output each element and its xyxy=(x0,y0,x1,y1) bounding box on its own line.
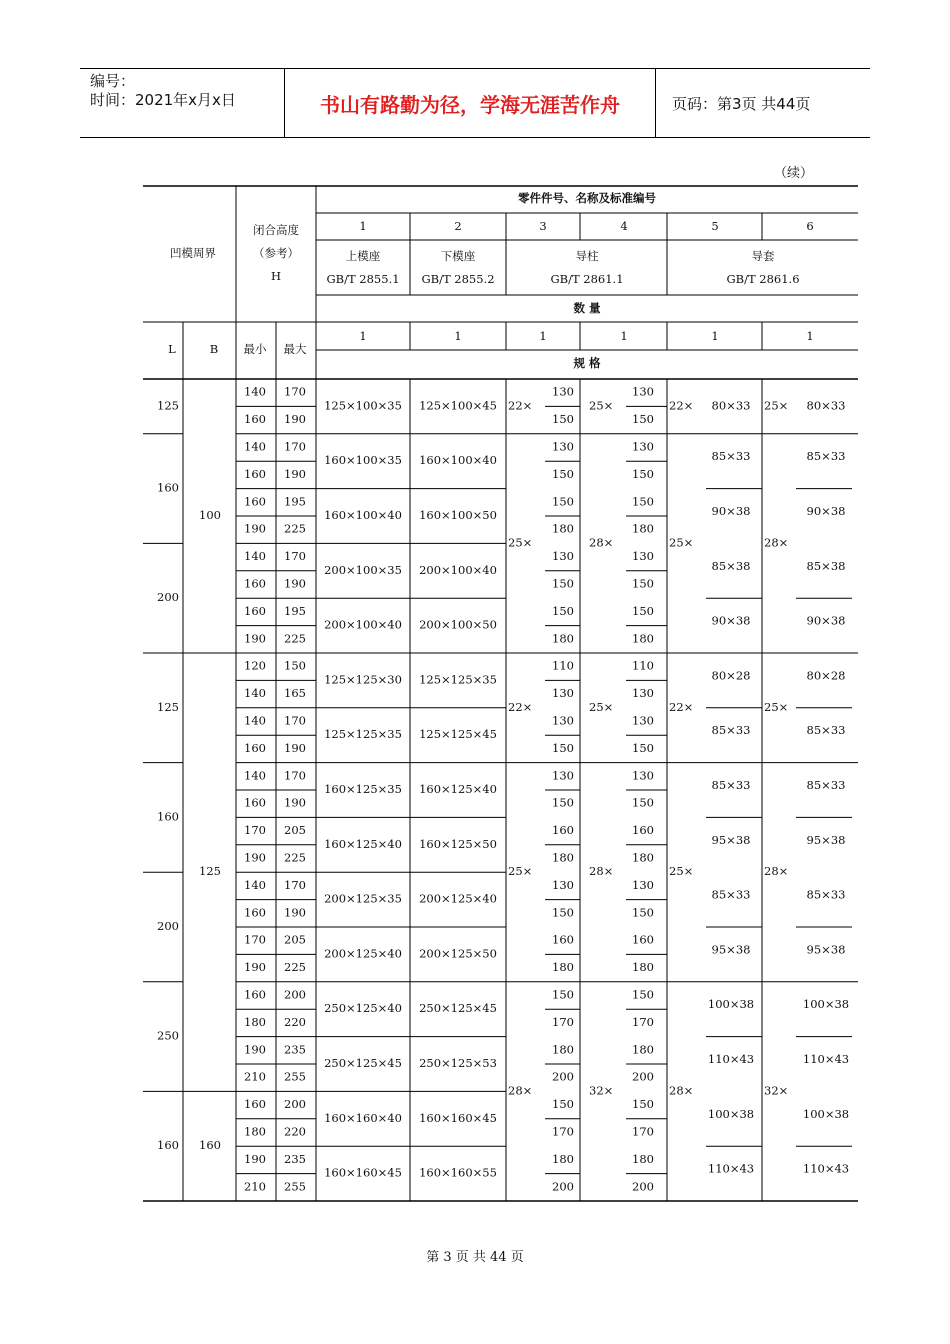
pillar-diameter: 22× xyxy=(508,699,533,714)
height-min: 160 xyxy=(244,494,266,509)
height-max: 190 xyxy=(284,466,306,481)
quantity-value: 1 xyxy=(539,329,547,343)
height-min: 160 xyxy=(244,987,266,1002)
bush-spec: 95×38 xyxy=(806,832,846,847)
pillar-length: 110 xyxy=(552,658,574,673)
number-label: 编号： xyxy=(90,72,136,90)
upper-base-spec: 200×100×35 xyxy=(324,562,402,577)
pillar-length: 180 xyxy=(632,631,654,646)
upper-base-spec: 125×100×35 xyxy=(324,398,402,413)
shut-height-ref: （参考） xyxy=(253,246,299,260)
height-max: 205 xyxy=(284,823,306,838)
lower-base-spec: 200×125×50 xyxy=(419,946,497,961)
height-max: 205 xyxy=(284,932,306,947)
bush-spec: 80×28 xyxy=(806,668,846,683)
height-max: 165 xyxy=(284,686,306,701)
shut-height-header: 闭合高度 xyxy=(253,223,299,237)
quantity-value: 1 xyxy=(620,329,628,343)
height-min: 190 xyxy=(244,850,266,865)
height-min: 160 xyxy=(244,412,266,427)
part-number: 6 xyxy=(806,219,814,233)
bush-spec: 90×38 xyxy=(806,613,846,628)
height-max: 235 xyxy=(284,1151,306,1166)
pillar-length: 150 xyxy=(632,466,654,481)
height-max: 195 xyxy=(284,603,306,618)
L-value: 125 xyxy=(157,699,179,714)
L-value: 160 xyxy=(157,480,179,495)
pillar-length: 160 xyxy=(632,823,654,838)
pillar-length: 150 xyxy=(552,494,574,509)
height-max: 200 xyxy=(284,987,306,1002)
L-value: 125 xyxy=(157,398,179,413)
bush-spec: 100×38 xyxy=(802,1106,850,1121)
upper-base-spec: 160×160×45 xyxy=(324,1165,402,1180)
pillar-diameter: 22× xyxy=(508,398,533,413)
pillar-length: 180 xyxy=(552,521,574,536)
pillar-length: 130 xyxy=(632,384,654,399)
pillar-length: 130 xyxy=(552,549,574,564)
lower-base-spec: 160×125×50 xyxy=(419,836,497,851)
B-value: 100 xyxy=(199,508,221,522)
parts-header: 零件件号、名称及标准编号 xyxy=(518,191,656,205)
pillar-length: 180 xyxy=(552,960,574,975)
pillar-length: 150 xyxy=(632,740,654,755)
height-min: 160 xyxy=(244,1097,266,1112)
L-value: 160 xyxy=(157,809,179,824)
pillar-length: 180 xyxy=(632,960,654,975)
part-name-lower-base: 下模座 xyxy=(440,249,476,263)
bush-spec: 85×33 xyxy=(711,723,751,738)
pillar-length: 150 xyxy=(552,466,574,481)
height-max: 225 xyxy=(284,850,306,865)
pillar-length: 130 xyxy=(552,384,574,399)
height-min: 190 xyxy=(244,521,266,536)
height-min: 140 xyxy=(244,713,266,728)
quantity-value: 1 xyxy=(454,329,462,343)
quantity-value: 1 xyxy=(359,329,367,343)
B-header: B xyxy=(209,342,219,356)
height-min: 160 xyxy=(244,466,266,481)
height-max: 235 xyxy=(284,1042,306,1057)
die-perimeter-header: 凹模周界 xyxy=(170,246,216,260)
height-min: 190 xyxy=(244,631,266,646)
pillar-length: 150 xyxy=(552,987,574,1002)
motto-text: 书山有路勤为径，学海无涯苦作舟 xyxy=(320,92,620,117)
bush-diameter: 25× xyxy=(669,535,694,550)
continued-label: （续） xyxy=(774,166,814,181)
pillar-length: 150 xyxy=(632,795,654,810)
shut-height-symbol: H xyxy=(270,269,282,283)
part-number: 1 xyxy=(359,219,367,233)
part-number: 3 xyxy=(539,219,547,233)
min-header: 最小 xyxy=(243,342,267,356)
spec-header: 规 格 xyxy=(573,356,601,370)
pillar-diameter: 28× xyxy=(589,535,614,550)
pillar-length: 180 xyxy=(632,1151,654,1166)
height-max: 225 xyxy=(284,521,306,536)
pillar-diameter: 25× xyxy=(508,864,533,879)
page-footer: 第 3 页 共 44 页 xyxy=(426,1250,524,1265)
lower-base-spec: 250×125×53 xyxy=(419,1056,497,1070)
height-min: 140 xyxy=(244,384,266,399)
pillar-length: 130 xyxy=(632,439,654,454)
part-standard: GB/T 2855.2 xyxy=(421,272,495,286)
height-max: 170 xyxy=(284,549,306,564)
pillar-diameter: 32× xyxy=(589,1083,614,1098)
pillar-length: 130 xyxy=(552,686,574,701)
height-max: 195 xyxy=(284,494,306,509)
bush-spec: 80×33 xyxy=(806,398,846,413)
pillar-length: 130 xyxy=(632,686,654,701)
pillar-length: 180 xyxy=(632,521,654,536)
pillar-length: 130 xyxy=(552,877,574,892)
height-min: 140 xyxy=(244,549,266,564)
bush-spec: 80×33 xyxy=(711,398,751,413)
upper-base-spec: 160×100×40 xyxy=(324,508,402,522)
pillar-length: 130 xyxy=(552,713,574,728)
height-min: 140 xyxy=(244,439,266,454)
height-min: 190 xyxy=(244,960,266,975)
height-min: 170 xyxy=(244,932,266,947)
pillar-length: 150 xyxy=(632,905,654,920)
bush-spec: 85×38 xyxy=(711,558,751,573)
lower-base-spec: 160×100×50 xyxy=(419,508,497,522)
L-header: L xyxy=(168,342,176,356)
upper-base-spec: 160×125×40 xyxy=(324,836,402,851)
height-min: 190 xyxy=(244,1042,266,1057)
bush-diameter: 25× xyxy=(764,398,789,413)
height-min: 140 xyxy=(244,686,266,701)
bush-diameter: 28× xyxy=(764,535,789,550)
pillar-length: 150 xyxy=(552,603,574,618)
pillar-diameter: 28× xyxy=(508,1083,533,1098)
pillar-length: 180 xyxy=(632,850,654,865)
upper-base-spec: 160×100×35 xyxy=(324,453,402,468)
B-value: 160 xyxy=(199,1138,221,1153)
lower-base-spec: 250×125×45 xyxy=(419,1001,497,1016)
lower-base-spec: 125×100×45 xyxy=(419,398,497,413)
bush-spec: 85×33 xyxy=(806,723,846,738)
quantity-value: 1 xyxy=(806,329,814,343)
bush-spec: 110×43 xyxy=(802,1052,850,1066)
pillar-length: 150 xyxy=(632,412,654,427)
part-number: 2 xyxy=(454,219,462,233)
pillar-length: 200 xyxy=(632,1179,654,1194)
bush-spec: 90×38 xyxy=(711,504,751,518)
pillar-length: 160 xyxy=(552,932,574,947)
pillar-diameter: 25× xyxy=(589,699,614,714)
part-name-guide-pillar: 导柱 xyxy=(575,249,599,263)
bush-spec: 85×33 xyxy=(711,887,751,902)
pillar-length: 150 xyxy=(632,576,654,591)
height-max: 190 xyxy=(284,740,306,755)
bush-spec: 95×38 xyxy=(711,942,751,957)
bush-spec: 85×33 xyxy=(806,778,846,792)
height-max: 170 xyxy=(284,384,306,399)
height-max: 225 xyxy=(284,960,306,975)
quantity-header: 数 量 xyxy=(573,301,601,315)
height-min: 180 xyxy=(244,1124,266,1139)
lower-base-spec: 200×125×40 xyxy=(419,891,497,906)
lower-base-spec: 160×160×45 xyxy=(419,1110,497,1125)
pillar-length: 150 xyxy=(632,494,654,509)
pillar-diameter: 25× xyxy=(508,535,533,550)
bush-diameter: 25× xyxy=(764,699,789,714)
pillar-length: 170 xyxy=(632,1014,654,1029)
bush-spec: 100×38 xyxy=(707,1106,755,1121)
L-value: 200 xyxy=(157,590,179,605)
bush-spec: 85×33 xyxy=(711,449,751,464)
height-max: 220 xyxy=(284,1014,306,1029)
time-label: 时间：2021年x月x日 xyxy=(90,91,236,109)
pillar-diameter: 25× xyxy=(589,398,614,413)
upper-base-spec: 200×125×35 xyxy=(324,891,402,906)
height-max: 190 xyxy=(284,576,306,591)
upper-base-spec: 200×125×40 xyxy=(324,946,402,961)
B-value: 125 xyxy=(199,864,221,879)
bush-spec: 110×43 xyxy=(802,1161,850,1176)
bush-spec: 80×28 xyxy=(711,668,751,683)
height-max: 170 xyxy=(284,713,306,728)
lower-base-spec: 160×125×40 xyxy=(419,782,497,796)
pillar-length: 170 xyxy=(552,1014,574,1029)
part-name-guide-bush: 导套 xyxy=(751,249,775,263)
quantity-value: 1 xyxy=(711,329,719,343)
height-max: 190 xyxy=(284,795,306,810)
lower-base-spec: 200×100×40 xyxy=(419,562,497,577)
pillar-length: 200 xyxy=(632,1069,654,1084)
pillar-length: 110 xyxy=(632,658,654,673)
bush-spec: 85×33 xyxy=(711,778,751,792)
height-min: 160 xyxy=(244,576,266,591)
upper-base-spec: 250×125×45 xyxy=(324,1056,402,1070)
height-max: 150 xyxy=(284,658,306,673)
pillar-length: 150 xyxy=(552,740,574,755)
part-number: 5 xyxy=(711,219,719,233)
height-min: 180 xyxy=(244,1014,266,1029)
bush-spec: 110×43 xyxy=(707,1052,755,1066)
bush-diameter: 22× xyxy=(669,699,694,714)
bush-spec: 85×33 xyxy=(806,887,846,902)
pillar-length: 170 xyxy=(632,1124,654,1139)
height-min: 210 xyxy=(244,1179,266,1194)
height-min: 170 xyxy=(244,823,266,838)
height-max: 255 xyxy=(284,1179,306,1194)
height-max: 190 xyxy=(284,412,306,427)
part-standard: GB/T 2855.1 xyxy=(326,272,400,286)
pillar-length: 130 xyxy=(632,768,654,783)
pillar-length: 200 xyxy=(552,1069,574,1084)
part-standard: GB/T 2861.1 xyxy=(550,272,624,286)
pillar-length: 150 xyxy=(552,1097,574,1112)
pillar-length: 150 xyxy=(632,603,654,618)
part-name-upper-base: 上模座 xyxy=(345,249,381,263)
upper-base-spec: 160×125×35 xyxy=(324,782,402,796)
pillar-length: 180 xyxy=(552,631,574,646)
height-min: 190 xyxy=(244,1151,266,1166)
height-max: 170 xyxy=(284,877,306,892)
pillar-length: 180 xyxy=(632,1042,654,1057)
pillar-length: 180 xyxy=(552,1151,574,1166)
pillar-diameter: 28× xyxy=(589,864,614,879)
bush-diameter: 32× xyxy=(764,1083,789,1098)
bush-diameter: 28× xyxy=(669,1083,694,1098)
bush-spec: 90×38 xyxy=(806,504,846,518)
height-max: 225 xyxy=(284,631,306,646)
pillar-length: 150 xyxy=(552,576,574,591)
pillar-length: 180 xyxy=(552,1042,574,1057)
pillar-length: 150 xyxy=(552,412,574,427)
upper-base-spec: 125×125×35 xyxy=(324,727,402,742)
bush-spec: 110×43 xyxy=(707,1161,755,1176)
bush-spec: 85×33 xyxy=(806,449,846,464)
height-min: 160 xyxy=(244,740,266,755)
pillar-length: 130 xyxy=(552,768,574,783)
lower-base-spec: 160×160×55 xyxy=(419,1165,497,1180)
bush-diameter: 28× xyxy=(764,864,789,879)
max-header: 最大 xyxy=(283,342,307,356)
lower-base-spec: 200×100×50 xyxy=(419,617,497,632)
height-min: 120 xyxy=(244,658,266,673)
lower-base-spec: 160×100×40 xyxy=(419,453,497,468)
bush-spec: 95×38 xyxy=(806,942,846,957)
part-standard: GB/T 2861.6 xyxy=(726,272,800,286)
upper-base-spec: 200×100×40 xyxy=(324,617,402,632)
bush-spec: 85×38 xyxy=(806,558,846,573)
height-min: 210 xyxy=(244,1069,266,1084)
bush-diameter: 22× xyxy=(669,398,694,413)
L-value: 250 xyxy=(157,1028,179,1043)
height-max: 170 xyxy=(284,439,306,454)
lower-base-spec: 125×125×45 xyxy=(419,727,497,742)
pillar-length: 170 xyxy=(552,1124,574,1139)
pillar-length: 150 xyxy=(632,987,654,1002)
upper-base-spec: 250×125×40 xyxy=(324,1001,402,1016)
height-max: 255 xyxy=(284,1069,306,1084)
bush-spec: 90×38 xyxy=(711,613,751,628)
bush-diameter: 25× xyxy=(669,864,694,879)
pillar-length: 130 xyxy=(632,877,654,892)
part-number: 4 xyxy=(620,219,628,233)
pillar-length: 200 xyxy=(552,1179,574,1194)
height-min: 140 xyxy=(244,877,266,892)
pillar-length: 180 xyxy=(552,850,574,865)
height-max: 220 xyxy=(284,1124,306,1139)
pillar-length: 130 xyxy=(632,713,654,728)
pillar-length: 130 xyxy=(552,439,574,454)
height-min: 160 xyxy=(244,603,266,618)
height-min: 160 xyxy=(244,795,266,810)
pillar-length: 150 xyxy=(632,1097,654,1112)
lower-base-spec: 125×125×35 xyxy=(419,672,497,687)
bush-spec: 95×38 xyxy=(711,832,751,847)
bush-spec: 100×38 xyxy=(707,997,755,1012)
pillar-length: 160 xyxy=(632,932,654,947)
bush-spec: 100×38 xyxy=(802,997,850,1012)
pillar-length: 160 xyxy=(552,823,574,838)
upper-base-spec: 160×160×40 xyxy=(324,1110,402,1125)
upper-base-spec: 125×125×30 xyxy=(324,672,402,687)
height-max: 170 xyxy=(284,768,306,783)
height-max: 190 xyxy=(284,905,306,920)
height-min: 140 xyxy=(244,768,266,783)
L-value: 200 xyxy=(157,919,179,933)
pillar-length: 150 xyxy=(552,795,574,810)
pillar-length: 150 xyxy=(552,905,574,920)
page-info: 页码：第3页 共44页 xyxy=(672,94,811,113)
pillar-length: 130 xyxy=(632,549,654,564)
height-max: 200 xyxy=(284,1097,306,1112)
L-value: 160 xyxy=(157,1138,179,1153)
height-min: 160 xyxy=(244,905,266,920)
